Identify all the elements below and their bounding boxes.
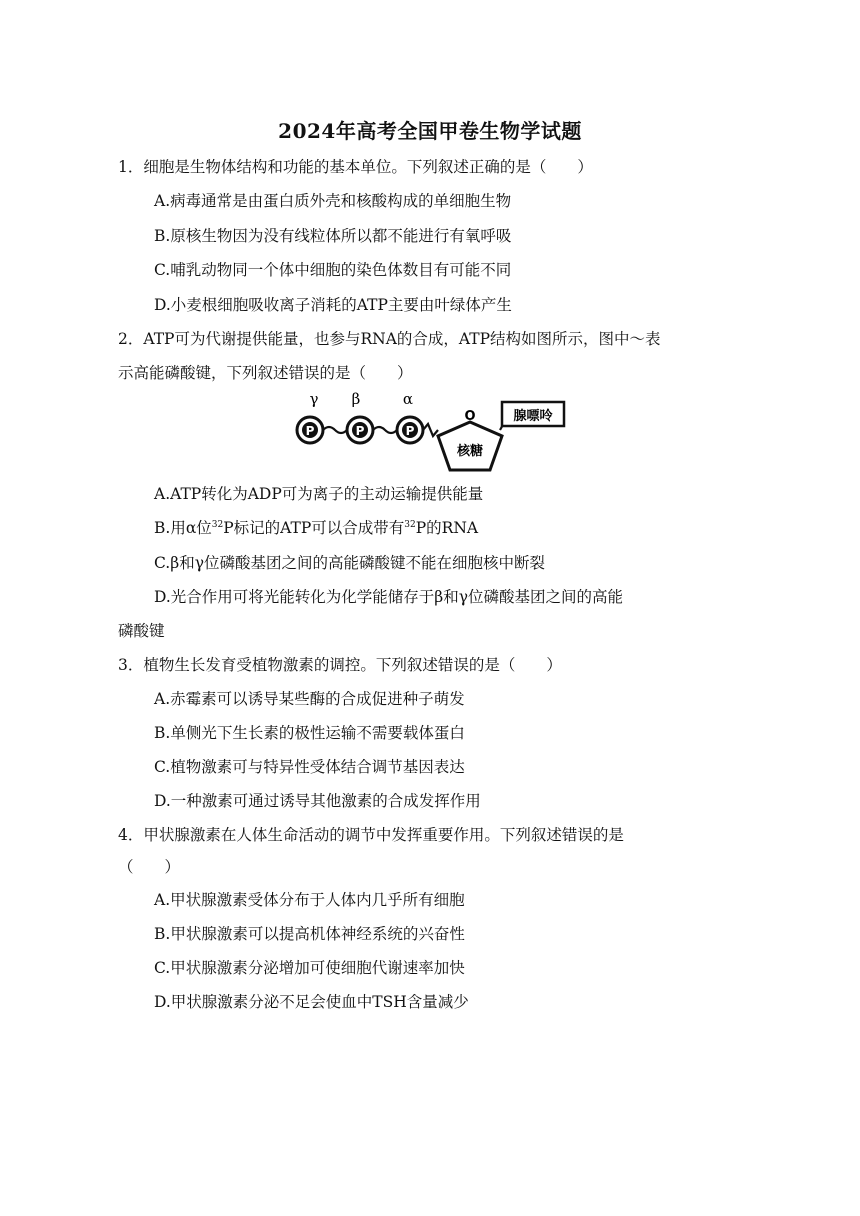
question-3-option-b: B.单侧光下生长素的极性运输不需要载体蛋白	[154, 724, 465, 742]
isotope-mass-number: 32	[404, 519, 416, 530]
gamma-label: γ	[309, 390, 319, 408]
question-4-option-c: C.甲状腺激素分泌增加可使细胞代谢速率加快	[154, 959, 465, 977]
phosphate-gamma	[297, 417, 323, 443]
question-4-option-d: D.甲状腺激素分泌不足会使血中TSH含量减少	[154, 993, 469, 1011]
question-2-option-b-part-1: B.用α位	[154, 519, 212, 537]
adenine-label: 腺嘌呤	[513, 409, 553, 424]
question-2-option-b-part-2: P标记的ATP可以合成带有	[223, 519, 405, 537]
ribose-label: 核糖	[456, 444, 484, 459]
question-1-option-d: D.小麦根细胞吸收离子消耗的ATP主要由叶绿体产生	[154, 296, 512, 314]
question-4-option-a: A.甲状腺激素受体分布于人体内几乎所有细胞	[154, 891, 465, 909]
question-4-option-b: B.甲状腺激素可以提高机体神经系统的兴奋性	[154, 925, 465, 943]
alpha-label: α	[402, 390, 414, 408]
question-2-option-b	[154, 518, 478, 538]
question-2-option-b-part-3: P的RNA	[415, 519, 479, 537]
question-1-option-b: B.原核生物因为没有线粒体所以都不能进行有氧呼吸	[154, 227, 512, 245]
question-1-option-c: C.哺乳动物同一个体中细胞的染色体数目有可能不同	[154, 261, 512, 279]
question-2-stem-line-2: 示高能磷酸键，下列叙述错误的是（ ）	[118, 364, 413, 382]
question-3-option-a: A.赤霉素可以诱导某些酶的合成促进种子萌发	[154, 690, 465, 708]
question-4-stem-line-2: （ ）	[118, 858, 181, 876]
phosphate-beta	[347, 417, 373, 443]
question-2-option-c: C.β和γ位磷酸基团之间的高能磷酸键不能在细胞核中断裂	[154, 554, 545, 572]
question-2-option-d-continued: 磷酸键	[118, 622, 165, 640]
high-energy-bond-2	[373, 427, 397, 433]
high-energy-bond-1	[323, 427, 347, 433]
question-3-option-d: D.一种激素可通过诱导其他激素的合成发挥作用	[154, 792, 481, 810]
beta-label: β	[351, 390, 361, 408]
question-3-stem: 3．植物生长发育受植物激素的调控。下列叙述错误的是（ ）	[118, 656, 562, 674]
question-4-stem-line-1: 4．甲状腺激素在人体生命活动的调节中发挥重要作用。下列叙述错误的是	[118, 826, 624, 844]
ester-bond-line	[423, 424, 438, 436]
question-3-option-c: C.植物激素可与特异性受体结合调节基因表达	[154, 758, 465, 776]
question-1-option-a: A.病毒通常是由蛋白质外壳和核酸构成的单细胞生物	[154, 192, 512, 210]
phosphate-alpha	[397, 417, 423, 443]
svg-text:P: P	[405, 424, 415, 438]
question-2-option-d: D.光合作用可将光能转化为化学能储存于β和γ位磷酸基团之间的高能	[154, 588, 624, 606]
svg-text:P: P	[305, 424, 315, 438]
svg-text:P: P	[355, 424, 365, 438]
atp-structure-diagram	[290, 390, 580, 480]
question-2-stem-line-1: 2．ATP可为代谢提供能量，也参与RNA的合成，ATP结构如图所示，图中～表	[118, 330, 661, 348]
question-2-option-a: A.ATP转化为ADP可为离子的主动运输提供能量	[154, 485, 484, 503]
page-title: 2024年高考全国甲卷生物学试题	[278, 119, 582, 143]
ring-oxygen-label: O	[464, 409, 476, 424]
question-1-stem: 1．细胞是生物体结构和功能的基本单位。下列叙述正确的是（ ）	[118, 158, 593, 176]
isotope-mass-number: 32	[211, 519, 224, 530]
